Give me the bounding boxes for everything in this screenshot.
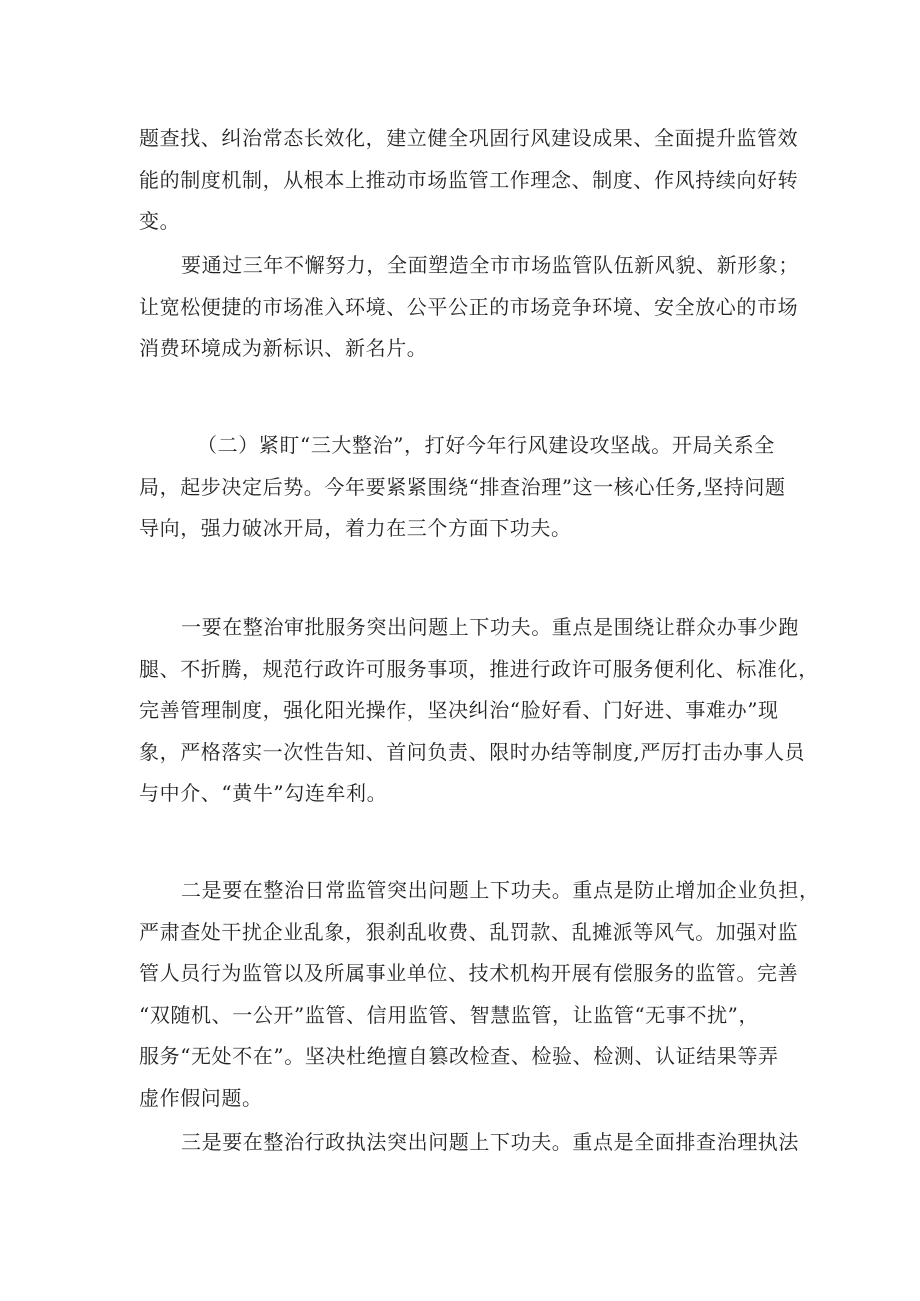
paragraph-point-one bbox=[139, 607, 819, 815]
text-line: 一要在整治审批服务突出问题上下功夫。重点是围绕让群众办事少跑 bbox=[181, 615, 799, 639]
text-line: 与中介、“黄牛”勾连牟利。 bbox=[139, 781, 388, 805]
text-line: 局，起步决定后势。今年要紧紧围绕“排查治理”这一核心任务,坚持问题 bbox=[139, 474, 786, 499]
text-line: （二）紧盯“三大整治”，打好今年行风建设攻坚战。开局关系全 bbox=[197, 433, 775, 457]
paragraph-continuation bbox=[139, 118, 799, 243]
text-line: 要通过三年不懈努力，全面塑造全市市场监管队伍新风貌、新形象； bbox=[181, 253, 799, 277]
text-line: 严肃查处干扰企业乱象，狠刹乱收费、乱罚款、乱摊派等风气。加强对监 bbox=[139, 919, 799, 944]
text-line: 象，严格落实一次性告知、首问负责、限时办结等制度,严厉打击办事人员 bbox=[139, 739, 806, 764]
text-line: 让宽松便捷的市场准入环境、公平公正的市场竞争环境、安全放心的市场 bbox=[139, 294, 799, 319]
paragraph-point-three bbox=[139, 1122, 799, 1164]
text-line: 腿、不折腾，规范行政许可服务事项，推进行政许可服务便利化、标准化， bbox=[139, 656, 819, 681]
text-line: 服务“无处不在”。坚决杜绝擅自篡改检查、检验、检测、认证结果等弄 bbox=[139, 1044, 779, 1068]
text-line: 导向，强力破冰开局，着力在三个方面下功夫。 bbox=[139, 516, 572, 540]
text-line: 虚作假问题。 bbox=[139, 1085, 263, 1110]
text-line: 消费环境成为新标识、新名片。 bbox=[139, 336, 428, 360]
paragraph-section-heading bbox=[139, 425, 799, 550]
paragraph-point-two bbox=[139, 870, 820, 1119]
text-line: 三是要在整治行政执法突出问题上下功夫。重点是全面排查治理执法 bbox=[181, 1130, 799, 1154]
text-line: “双随机、一公开”监管、信用监管、智慧监管，让监管“无事不扰”， bbox=[139, 1002, 760, 1027]
text-line: 题查找、纠治常态长效化，建立健全巩固行风建设成果、全面提升监管效 bbox=[139, 126, 799, 150]
paragraph-goal bbox=[139, 245, 799, 370]
text-line: 完善管理制度，强化阳光操作，坚决纠治“脸好看、门好进、事难办”现 bbox=[139, 698, 779, 722]
text-line: 能的制度机制，从根本上推动市场监管工作理念、制度、作风持续向好转 bbox=[139, 167, 799, 192]
text-line: 变。 bbox=[139, 209, 181, 233]
text-line: 二是要在整治日常监管突出问题上下功夫。重点是防止增加企业负担， bbox=[181, 878, 820, 902]
text-line: 管人员行为监管以及所属事业单位、技术机构开展有偿服务的监管。完善 bbox=[139, 961, 799, 985]
